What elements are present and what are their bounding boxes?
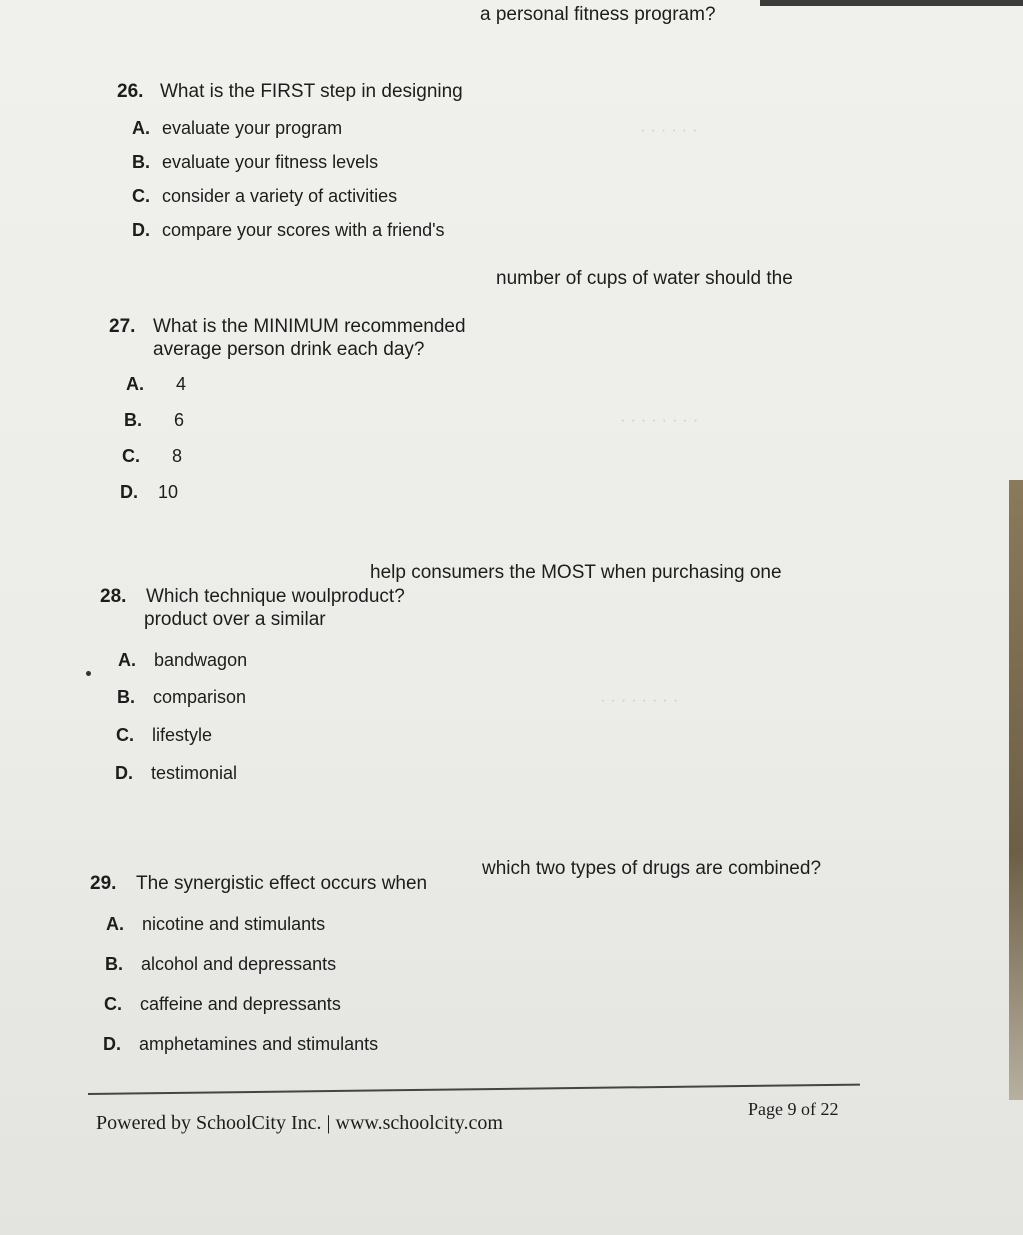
question-26-option-b[interactable] — [132, 152, 378, 173]
footer-divider — [88, 1084, 860, 1095]
footer-powered-by: Powered by SchoolCity Inc. | www.schoolcity.com — [96, 1112, 503, 1134]
question-27-option-b[interactable] — [124, 410, 184, 431]
option-letter: C. — [132, 186, 150, 206]
option-letter: D. — [120, 482, 138, 502]
option-text: caffeine and depressants — [140, 994, 341, 1014]
question-29-option-b[interactable] — [105, 954, 336, 975]
page-edge-shadow — [760, 0, 1023, 6]
question-29-number: 29. — [90, 873, 117, 894]
option-letter: B. — [105, 954, 123, 974]
question-29-option-c[interactable] — [104, 994, 341, 1015]
option-text: amphetamines and stimulants — [139, 1034, 379, 1054]
option-letter: D. — [103, 1034, 121, 1054]
question-27-number: 27. — [109, 316, 136, 337]
question-29-option-d[interactable] — [103, 1034, 378, 1055]
question-27-option-d[interactable] — [120, 482, 178, 503]
option-letter: A. — [126, 374, 144, 394]
option-letter: B. — [132, 152, 150, 172]
question-28-number: 28. — [100, 586, 127, 607]
option-text: comparison — [153, 687, 247, 707]
question-26-stem: What is the FIRST step in designing — [160, 81, 463, 102]
option-text: 4 — [176, 374, 187, 394]
option-letter: D. — [132, 220, 150, 240]
question-28-stem-line2: product over a similar — [144, 609, 326, 630]
option-text: evaluate your program — [162, 118, 343, 138]
question-28-option-c[interactable] — [116, 725, 212, 746]
question-27-option-c[interactable] — [122, 446, 182, 467]
option-text: compare your scores with a friend's — [162, 220, 445, 240]
bleed-through-text: · · · · · · · · — [620, 410, 699, 429]
option-text: lifestyle — [152, 725, 213, 745]
question-26-option-a[interactable] — [132, 118, 342, 139]
option-letter: C. — [122, 446, 140, 466]
question-28-option-b[interactable] — [117, 687, 246, 708]
question-26-option-c[interactable] — [132, 186, 397, 207]
bleed-through-text: · · · · · · · · — [600, 690, 679, 709]
question-28-option-d[interactable] — [115, 763, 237, 784]
option-text: bandwagon — [154, 650, 248, 670]
option-text: nicotine and stimulants — [142, 914, 326, 934]
question-26-number: 26. — [117, 81, 144, 102]
option-letter: C. — [116, 725, 134, 745]
carryover-question-text: a personal fitness program? — [480, 4, 716, 25]
option-text: testimonial — [151, 763, 238, 783]
question-27-stem-line2: average person drink each day? — [153, 339, 425, 360]
option-letter: B. — [117, 687, 135, 707]
page-number: Page 9 of 22 — [748, 1099, 839, 1119]
question-28-option-a[interactable] — [118, 650, 247, 671]
question-29-continuation: which two types of drugs are combined? — [482, 858, 822, 879]
question-29-option-a[interactable] — [106, 914, 325, 935]
option-letter: A. — [118, 650, 136, 670]
option-text: alcohol and depressants — [141, 954, 337, 974]
option-text: 10 — [158, 482, 179, 502]
stray-mark — [86, 671, 91, 676]
question-27-option-a[interactable] — [126, 374, 186, 395]
question-28-stem-line1: Which technique woulproduct? — [146, 586, 405, 607]
option-text: 8 — [172, 446, 183, 466]
option-text: 6 — [174, 410, 185, 430]
option-text: evaluate your fitness levels — [162, 152, 379, 172]
option-letter: A. — [106, 914, 124, 934]
option-text: consider a variety of activities — [162, 186, 398, 206]
option-letter: B. — [124, 410, 142, 430]
question-27-stem-line1: What is the MINIMUM recommended — [153, 316, 466, 337]
desk-edge — [1009, 480, 1023, 1100]
question-27-continuation: number of cups of water should the — [496, 268, 793, 289]
bleed-through-text: · · · · · · — [640, 120, 698, 139]
option-letter: C. — [104, 994, 122, 1014]
question-29-stem: The synergistic effect occurs when — [136, 873, 428, 894]
question-26-option-d[interactable] — [132, 220, 445, 241]
option-letter: D. — [115, 763, 133, 783]
question-28-continuation: help consumers the MOST when purchasing one — [370, 562, 782, 583]
option-letter: A. — [132, 118, 150, 138]
